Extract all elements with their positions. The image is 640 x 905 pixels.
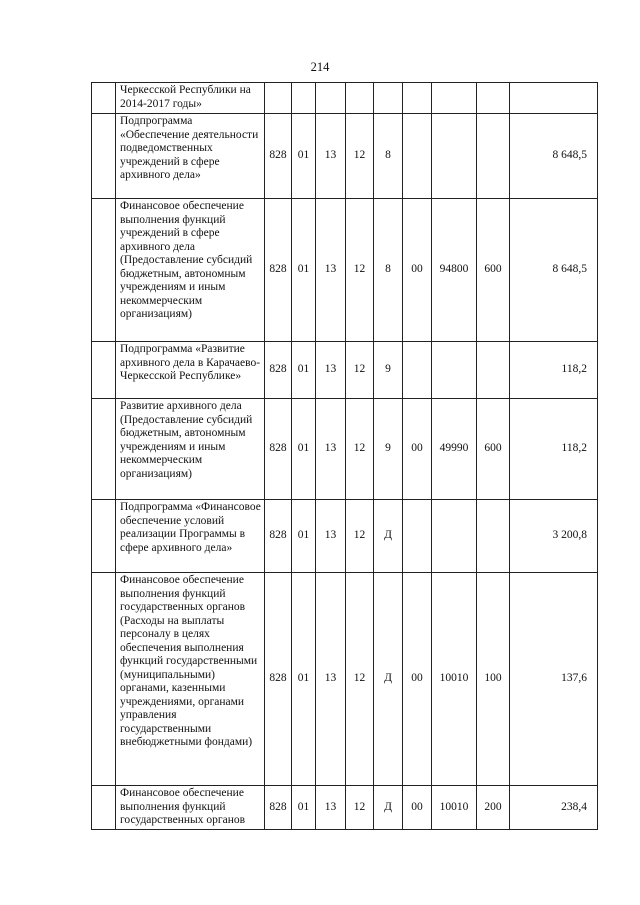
program-cell (346, 83, 374, 114)
program-cell: 12 (346, 573, 374, 786)
table-row (92, 500, 598, 573)
code-cell: 828 (265, 500, 292, 573)
expense-type-cell (477, 83, 510, 114)
direction-cell (432, 500, 477, 573)
item-name-cell: Финансовое обеспечение выполнения функций учреждений в сфере архивного дела (Предоставление субсидий бюджетным, автономным учреждениям и иным некоммерческим организациям) (116, 199, 265, 342)
table-row (92, 199, 598, 342)
subsection-cell: 13 (316, 573, 346, 786)
program-cell: 12 (346, 199, 374, 342)
subprogram-cell: 8 (374, 199, 403, 342)
table-body (92, 83, 598, 830)
table-row (92, 83, 598, 114)
subsection-cell: 13 (316, 399, 346, 500)
table-row (92, 786, 598, 830)
direction-cell (432, 114, 477, 199)
item-name-cell: Развитие архивного дела (Предоставление субсидий бюджетным, автономным учреждениям и иным некоммерческим организациям) (116, 399, 265, 500)
expense-type-cell: 600 (477, 199, 510, 342)
code-cell: 828 (265, 573, 292, 786)
item-name-cell: Финансовое обеспечение выполнения функций государственных органов (Расходы на выплаты персоналу в целях обеспечения выполнения функций государственными (муниципальными) органами, казенными учреждениями, органами управления государственными внебюджетными фондами) (116, 573, 265, 786)
expense-type-cell (477, 342, 510, 399)
subsection-cell: 13 (316, 199, 346, 342)
program-cell: 12 (346, 399, 374, 500)
empty-cell (92, 399, 116, 500)
item-name-cell: Подпрограмма «Обеспечение деятельности подведомственных учреждений в сфере архивного дела» (116, 114, 265, 199)
table-row (92, 114, 598, 199)
group-cell: 00 (403, 199, 432, 342)
section-cell: 01 (292, 114, 316, 199)
code-cell (265, 83, 292, 114)
code-cell: 828 (265, 114, 292, 199)
section-cell: 01 (292, 500, 316, 573)
direction-cell (432, 83, 477, 114)
program-cell: 12 (346, 786, 374, 830)
direction-cell: 10010 (432, 786, 477, 830)
code-cell: 828 (265, 399, 292, 500)
section-cell: 01 (292, 786, 316, 830)
item-name-cell: Подпрограмма «Финансовое обеспечение условий реализации Программы в сфере архивного дела» (116, 500, 265, 573)
expense-type-cell: 600 (477, 399, 510, 500)
subprogram-cell: Д (374, 786, 403, 830)
subprogram-cell (374, 83, 403, 114)
group-cell: 00 (403, 786, 432, 830)
subprogram-cell: 9 (374, 399, 403, 500)
page-number: 214 (310, 60, 330, 74)
group-cell: 00 (403, 573, 432, 786)
code-cell: 828 (265, 342, 292, 399)
empty-cell (92, 83, 116, 114)
program-cell: 12 (346, 500, 374, 573)
direction-cell: 49990 (432, 399, 477, 500)
group-cell (403, 342, 432, 399)
code-cell: 828 (265, 786, 292, 830)
empty-cell (92, 573, 116, 786)
amount-cell: 8 648,5 (510, 114, 598, 199)
subprogram-cell: 9 (374, 342, 403, 399)
amount-cell: 238,4 (510, 786, 598, 830)
expense-type-cell: 200 (477, 786, 510, 830)
amount-cell: 118,2 (510, 399, 598, 500)
code-cell: 828 (265, 199, 292, 342)
amount-cell: 3 200,8 (510, 500, 598, 573)
subprogram-cell: Д (374, 500, 403, 573)
program-cell: 12 (346, 342, 374, 399)
amount-cell: 8 648,5 (510, 199, 598, 342)
section-cell (292, 83, 316, 114)
subsection-cell: 13 (316, 342, 346, 399)
empty-cell (92, 199, 116, 342)
section-cell: 01 (292, 399, 316, 500)
direction-cell (432, 342, 477, 399)
subprogram-cell: Д (374, 573, 403, 786)
item-name-cell: Финансовое обеспечение выполнения функций государственных органов (116, 786, 265, 830)
amount-cell: 137,6 (510, 573, 598, 786)
empty-cell (92, 114, 116, 199)
expense-type-cell: 100 (477, 573, 510, 786)
empty-cell (92, 500, 116, 573)
section-cell: 01 (292, 199, 316, 342)
group-cell: 00 (403, 399, 432, 500)
subsection-cell (316, 83, 346, 114)
table-row (92, 573, 598, 786)
subprogram-cell: 8 (374, 114, 403, 199)
expense-type-cell (477, 114, 510, 199)
direction-cell: 10010 (432, 573, 477, 786)
empty-cell (92, 342, 116, 399)
direction-cell: 94800 (432, 199, 477, 342)
table-row (92, 342, 598, 399)
group-cell (403, 114, 432, 199)
section-cell: 01 (292, 342, 316, 399)
amount-cell: 118,2 (510, 342, 598, 399)
item-name-cell: Подпрограмма «Развитие архивного дела в Карачаево-Черкесской Республике» (116, 342, 265, 399)
subsection-cell: 13 (316, 500, 346, 573)
section-cell: 01 (292, 573, 316, 786)
group-cell (403, 500, 432, 573)
item-name-cell: Черкесской Республики на 2014-2017 годы» (116, 83, 265, 114)
program-cell: 12 (346, 114, 374, 199)
group-cell (403, 83, 432, 114)
table-row (92, 399, 598, 500)
subsection-cell: 13 (316, 114, 346, 199)
empty-cell (92, 786, 116, 830)
amount-cell (510, 83, 598, 114)
expense-type-cell (477, 500, 510, 573)
budget-table (91, 82, 598, 830)
subsection-cell: 13 (316, 786, 346, 830)
